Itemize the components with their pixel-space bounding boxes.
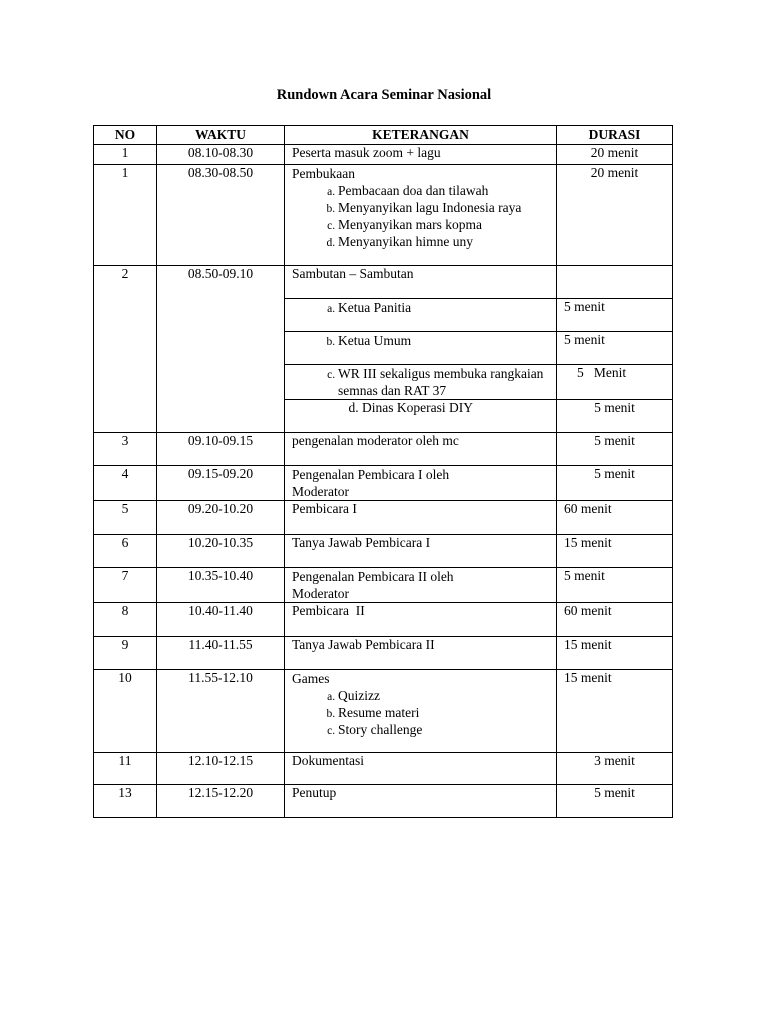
- cell-waktu: 08.50-09.10: [157, 266, 285, 433]
- cell-keterangan: Dokumentasi: [285, 753, 557, 785]
- cell-no: 1: [94, 165, 157, 266]
- cell-waktu: 10.20-10.35: [157, 535, 285, 568]
- cell-keterangan: Sambutan – Sambutan: [285, 266, 557, 299]
- cell-keterangan: pengenalan moderator oleh mc: [285, 433, 557, 466]
- list-item: a. Quizizz: [338, 687, 549, 704]
- cell-no: 3: [94, 433, 157, 466]
- cell-waktu: 11.55-12.10: [157, 670, 285, 753]
- cell-heading: Pembukaan: [292, 166, 355, 181]
- cell-durasi: 5 menit: [557, 466, 673, 501]
- cell-keterangan: Pengenalan Pembicara II oleh Moderator: [285, 568, 557, 603]
- table-row: [94, 266, 673, 299]
- cell-waktu: 08.30-08.50: [157, 165, 285, 266]
- sub-list: [292, 332, 549, 349]
- cell-no: 4: [94, 466, 157, 501]
- cell-keterangan: Pengenalan Pembicara I oleh Moderator: [285, 466, 557, 501]
- cell-durasi: 15 menit: [557, 670, 673, 753]
- cell-durasi: 20 menit: [557, 145, 673, 165]
- cell-waktu: 10.40-11.40: [157, 603, 285, 637]
- cell-no: 10: [94, 670, 157, 753]
- table-header-row: [94, 126, 673, 145]
- table-row: [94, 637, 673, 670]
- list-item: b. Menyanyikan lagu Indonesia raya: [338, 199, 549, 216]
- cell-keterangan: [285, 670, 557, 753]
- cell-durasi: 5 menit: [557, 433, 673, 466]
- cell-durasi: [557, 365, 673, 400]
- table-row: [94, 501, 673, 535]
- list-item: c. WR III sekaligus membuka rangkaian semnas dan RAT 37: [338, 365, 549, 399]
- cell-waktu: 09.15-09.20: [157, 466, 285, 501]
- sub-list: [292, 687, 549, 738]
- cell-keterangan: Pembicara II: [285, 603, 557, 637]
- cell-durasi: 60 menit: [557, 501, 673, 535]
- cell-waktu: 11.40-11.55: [157, 637, 285, 670]
- table-row: [94, 670, 673, 753]
- cell-no: 5: [94, 501, 157, 535]
- list-item: a. Ketua Panitia: [338, 299, 549, 316]
- cell-durasi: [557, 266, 673, 299]
- list-item: a. Pembacaan doa dan tilawah: [338, 182, 549, 199]
- cell-durasi: 5 menit: [557, 400, 673, 433]
- cell-keterangan: [285, 165, 557, 266]
- list-item: d. Menyanyikan himne uny: [338, 233, 549, 250]
- cell-keterangan: Pembicara I: [285, 501, 557, 535]
- cell-durasi: 20 menit: [557, 165, 673, 266]
- durasi-text: 5 Menit: [577, 365, 627, 380]
- cell-keterangan: Peserta masuk zoom + lagu: [285, 145, 557, 165]
- cell-durasi: 5 menit: [557, 785, 673, 818]
- cell-keterangan: [285, 332, 557, 365]
- sub-list: [292, 182, 549, 250]
- cell-no: 7: [94, 568, 157, 603]
- sub-list: [292, 365, 549, 399]
- header-keterangan: KETERANGAN: [285, 126, 557, 145]
- cell-keterangan: [285, 400, 557, 433]
- cell-keterangan: [285, 299, 557, 332]
- list-item: c. Menyanyikan mars kopma: [338, 216, 549, 233]
- sub-list: [292, 400, 549, 416]
- header-no: NO: [94, 126, 157, 145]
- cell-waktu: 08.10-08.30: [157, 145, 285, 165]
- cell-durasi: 60 menit: [557, 603, 673, 637]
- table-row: [94, 753, 673, 785]
- cell-durasi: 15 menit: [557, 535, 673, 568]
- table-row: [94, 535, 673, 568]
- table-row: [94, 568, 673, 603]
- cell-waktu: 09.10-09.15: [157, 433, 285, 466]
- cell-durasi: 15 menit: [557, 637, 673, 670]
- cell-waktu: 12.10-12.15: [157, 753, 285, 785]
- cell-no: 9: [94, 637, 157, 670]
- cell-waktu: 12.15-12.20: [157, 785, 285, 818]
- list-item: c. Story challenge: [338, 721, 549, 738]
- list-item: b. Ketua Umum: [338, 332, 549, 349]
- cell-durasi: 5 menit: [557, 568, 673, 603]
- list-item: b. Resume materi: [338, 704, 549, 721]
- cell-no: 13: [94, 785, 157, 818]
- cell-waktu: 10.35-10.40: [157, 568, 285, 603]
- cell-keterangan: Tanya Jawab Pembicara I: [285, 535, 557, 568]
- header-waktu: WAKTU: [157, 126, 285, 145]
- header-durasi: DURASI: [557, 126, 673, 145]
- table-row: [94, 165, 673, 266]
- cell-no: 2: [94, 266, 157, 433]
- cell-durasi: 5 menit: [557, 332, 673, 365]
- cell-durasi: 3 menit: [557, 753, 673, 785]
- list-item: d. Dinas Koperasi DIY: [362, 400, 549, 416]
- cell-keterangan: [285, 365, 557, 400]
- cell-no: 1: [94, 145, 157, 165]
- cell-keterangan: Tanya Jawab Pembicara II: [285, 637, 557, 670]
- table-row: [94, 466, 673, 501]
- cell-keterangan: Penutup: [285, 785, 557, 818]
- rundown-table: [93, 125, 673, 818]
- sub-list: [292, 299, 549, 316]
- table-row: [94, 433, 673, 466]
- cell-no: 11: [94, 753, 157, 785]
- cell-waktu: 09.20-10.20: [157, 501, 285, 535]
- cell-no: 6: [94, 535, 157, 568]
- table-row: [94, 603, 673, 637]
- table-row: [94, 785, 673, 818]
- cell-no: 8: [94, 603, 157, 637]
- table-row: [94, 145, 673, 165]
- cell-heading: Games: [292, 671, 330, 686]
- cell-durasi: 5 menit: [557, 299, 673, 332]
- document-title: Rundown Acara Seminar Nasional: [276, 87, 492, 103]
